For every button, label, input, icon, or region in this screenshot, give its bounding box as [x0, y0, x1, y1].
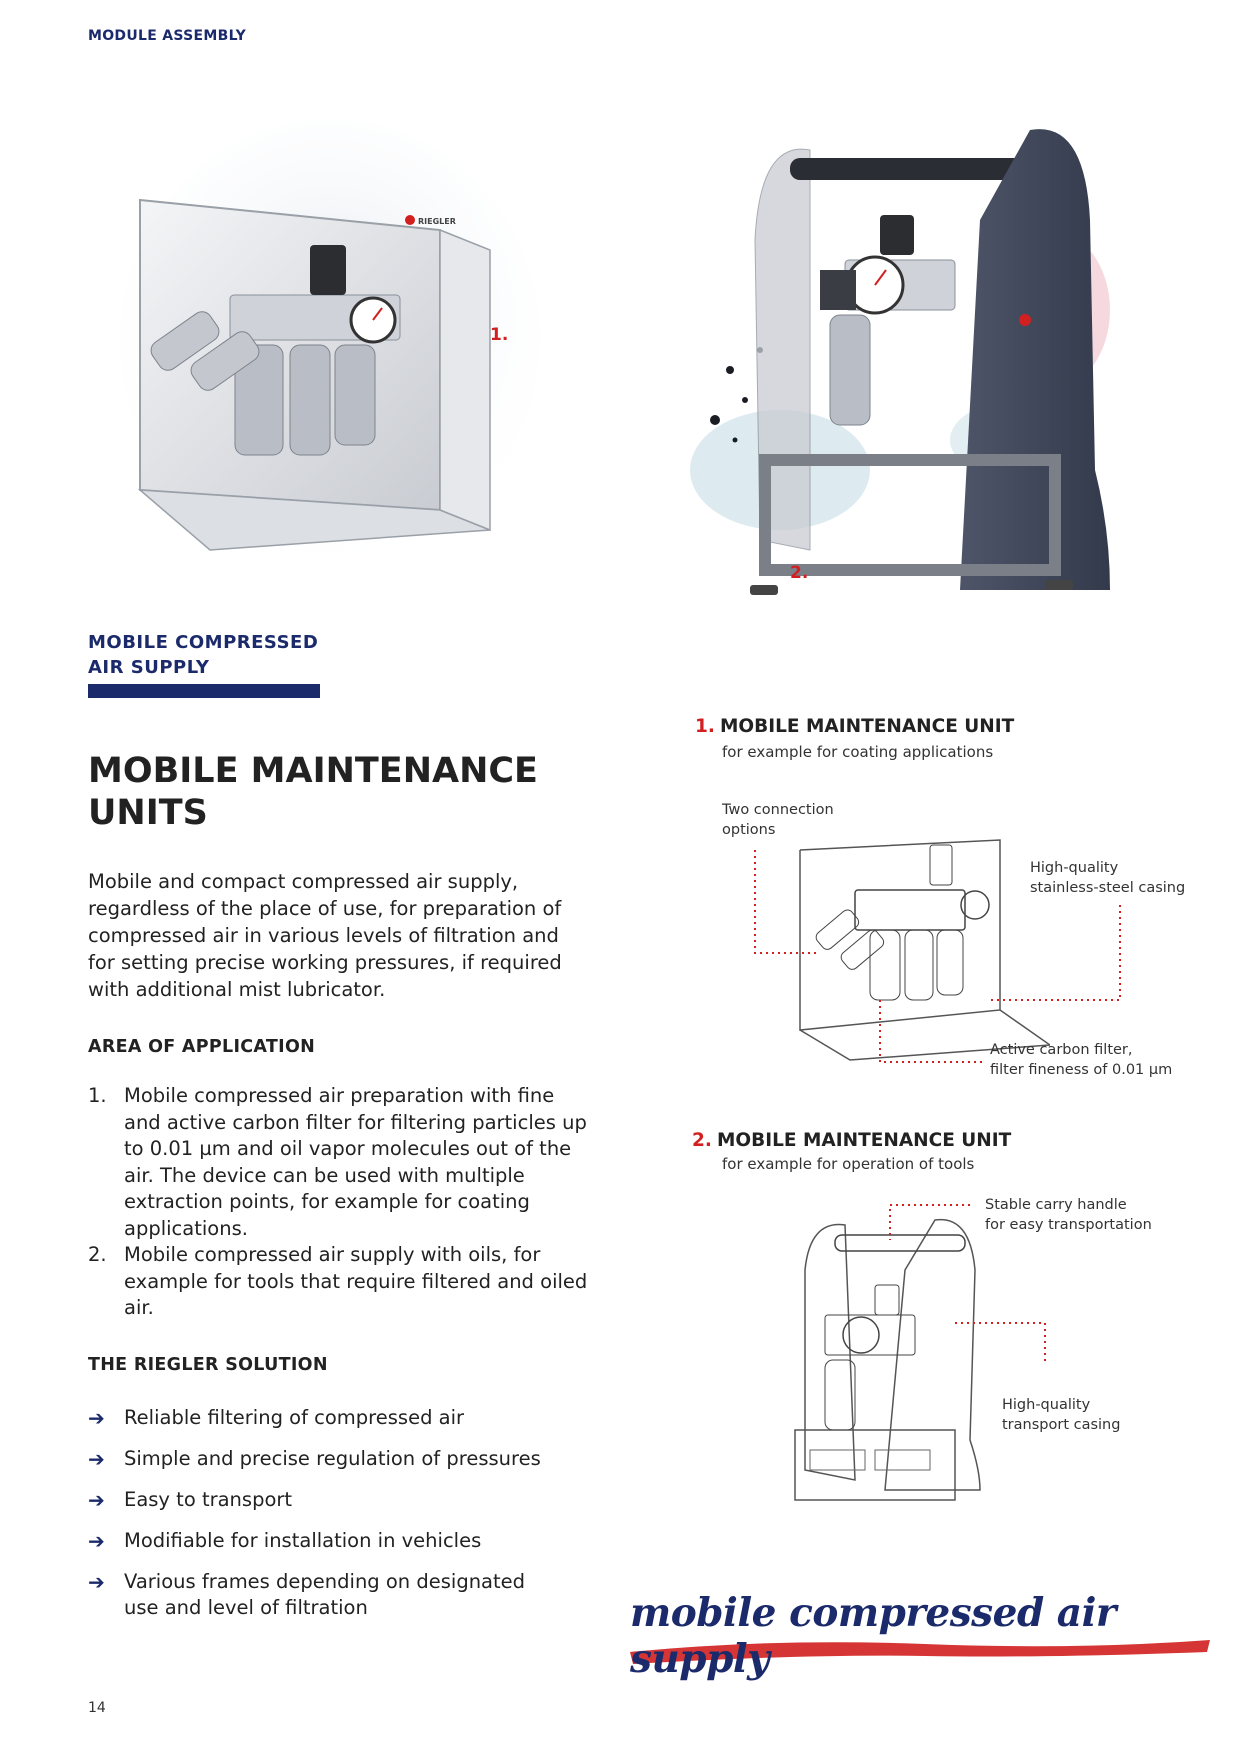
unit-1-title: MOBILE MAINTENANCE UNIT — [720, 716, 1015, 737]
arrow-right-icon: ➔ — [88, 1570, 105, 1594]
callout-transport-casing — [1002, 1395, 1120, 1435]
unit-1-heading — [695, 716, 1014, 737]
list-item-number: 2. — [88, 1243, 107, 1266]
section-header: MODULE ASSEMBLY — [88, 28, 247, 44]
callout-line: filter fineness of 0.01 µm — [990, 1062, 1173, 1078]
list-item — [88, 1083, 608, 1242]
callout-connection-options — [722, 800, 834, 840]
callout-line: Stable carry handle — [985, 1197, 1127, 1213]
list-item-text: Mobile compressed air preparation with fine and active carbon filter for filtering particles up to 0.01 µm and oil vapor molecules out of the air. The device can be used with multiple extraction points, for example for coating applications. — [124, 1084, 587, 1240]
unit-2-title: MOBILE MAINTENANCE UNIT — [717, 1130, 1012, 1151]
callout-line: Two connection — [722, 802, 834, 818]
solution-list — [88, 1405, 608, 1636]
arrow-right-icon: ➔ — [88, 1529, 105, 1553]
list-item-text: Simple and precise regulation of pressures — [124, 1447, 541, 1470]
slogan: mobile compressed air supply — [630, 1590, 1116, 1682]
callout-line: transport casing — [1002, 1417, 1121, 1433]
page-title — [88, 750, 608, 834]
figure-label-2: 2. — [790, 563, 809, 583]
page-title-line-1: MOBILE MAINTENANCE — [88, 751, 538, 791]
callout-line: High-quality — [1002, 1397, 1091, 1413]
unit-1-number: 1. — [695, 716, 715, 737]
unit-2-heading — [692, 1130, 1011, 1151]
list-item — [88, 1487, 608, 1513]
page-number: 14 — [88, 1700, 106, 1716]
product-photo-unit-1 — [120, 120, 540, 580]
arrow-right-icon: ➔ — [88, 1488, 105, 1512]
application-list — [88, 1083, 608, 1322]
page-title-line-2: UNITS — [88, 793, 208, 833]
list-item-number: 1. — [88, 1084, 107, 1107]
callout-line: High-quality — [1030, 860, 1119, 876]
list-item — [88, 1569, 608, 1621]
callout-line: options — [722, 822, 776, 838]
unit-1-subtitle: for example for coating applications — [722, 743, 994, 761]
list-item-text: Reliable filtering of compressed air — [124, 1406, 465, 1429]
list-item-text: Various frames depending on designated use and level of filtration — [124, 1570, 526, 1619]
callout-stainless-casing — [1030, 858, 1185, 898]
brand-mark: RIEGLER — [418, 217, 456, 226]
list-item-text: Modifiable for installation in vehicles — [124, 1529, 482, 1552]
figure-label-1: 1. — [490, 325, 509, 345]
callout-line: stainless-steel casing — [1030, 880, 1186, 896]
list-item — [88, 1446, 608, 1472]
unit-2-number: 2. — [692, 1130, 712, 1151]
product-photo-unit-2 — [690, 110, 1110, 600]
unit-2-subtitle: for example for operation of tools — [722, 1155, 975, 1173]
section-title-line-1: MOBILE COMPRESSED — [88, 632, 319, 653]
section-title — [88, 630, 318, 680]
arrow-right-icon: ➔ — [88, 1406, 105, 1430]
list-item-text: Easy to transport — [124, 1488, 293, 1511]
area-of-application-heading: AREA OF APPLICATION — [88, 1037, 316, 1057]
list-item — [88, 1528, 608, 1554]
callout-carry-handle — [985, 1195, 1152, 1235]
intro-paragraph: Mobile and compact compressed air supply, regardless of the place of use, for preparation of compressed air in various levels of filtration and for setting precise working pressures, if required with additional mist lubricator. — [88, 870, 562, 1001]
callout-line: for easy transportation — [985, 1217, 1152, 1233]
riegler-solution-heading: THE RIEGLER SOLUTION — [88, 1355, 328, 1375]
section-accent-bar — [88, 684, 320, 698]
list-item-text: Mobile compressed air supply with oils, for example for tools that require filtered and oiled air. — [124, 1243, 588, 1319]
list-item — [88, 1242, 608, 1322]
callout-active-carbon-filter — [990, 1040, 1172, 1080]
arrow-right-icon: ➔ — [88, 1447, 105, 1471]
callout-line: Active carbon filter, — [990, 1042, 1133, 1058]
section-title-line-2: AIR SUPPLY — [88, 657, 210, 678]
list-item — [88, 1405, 608, 1431]
